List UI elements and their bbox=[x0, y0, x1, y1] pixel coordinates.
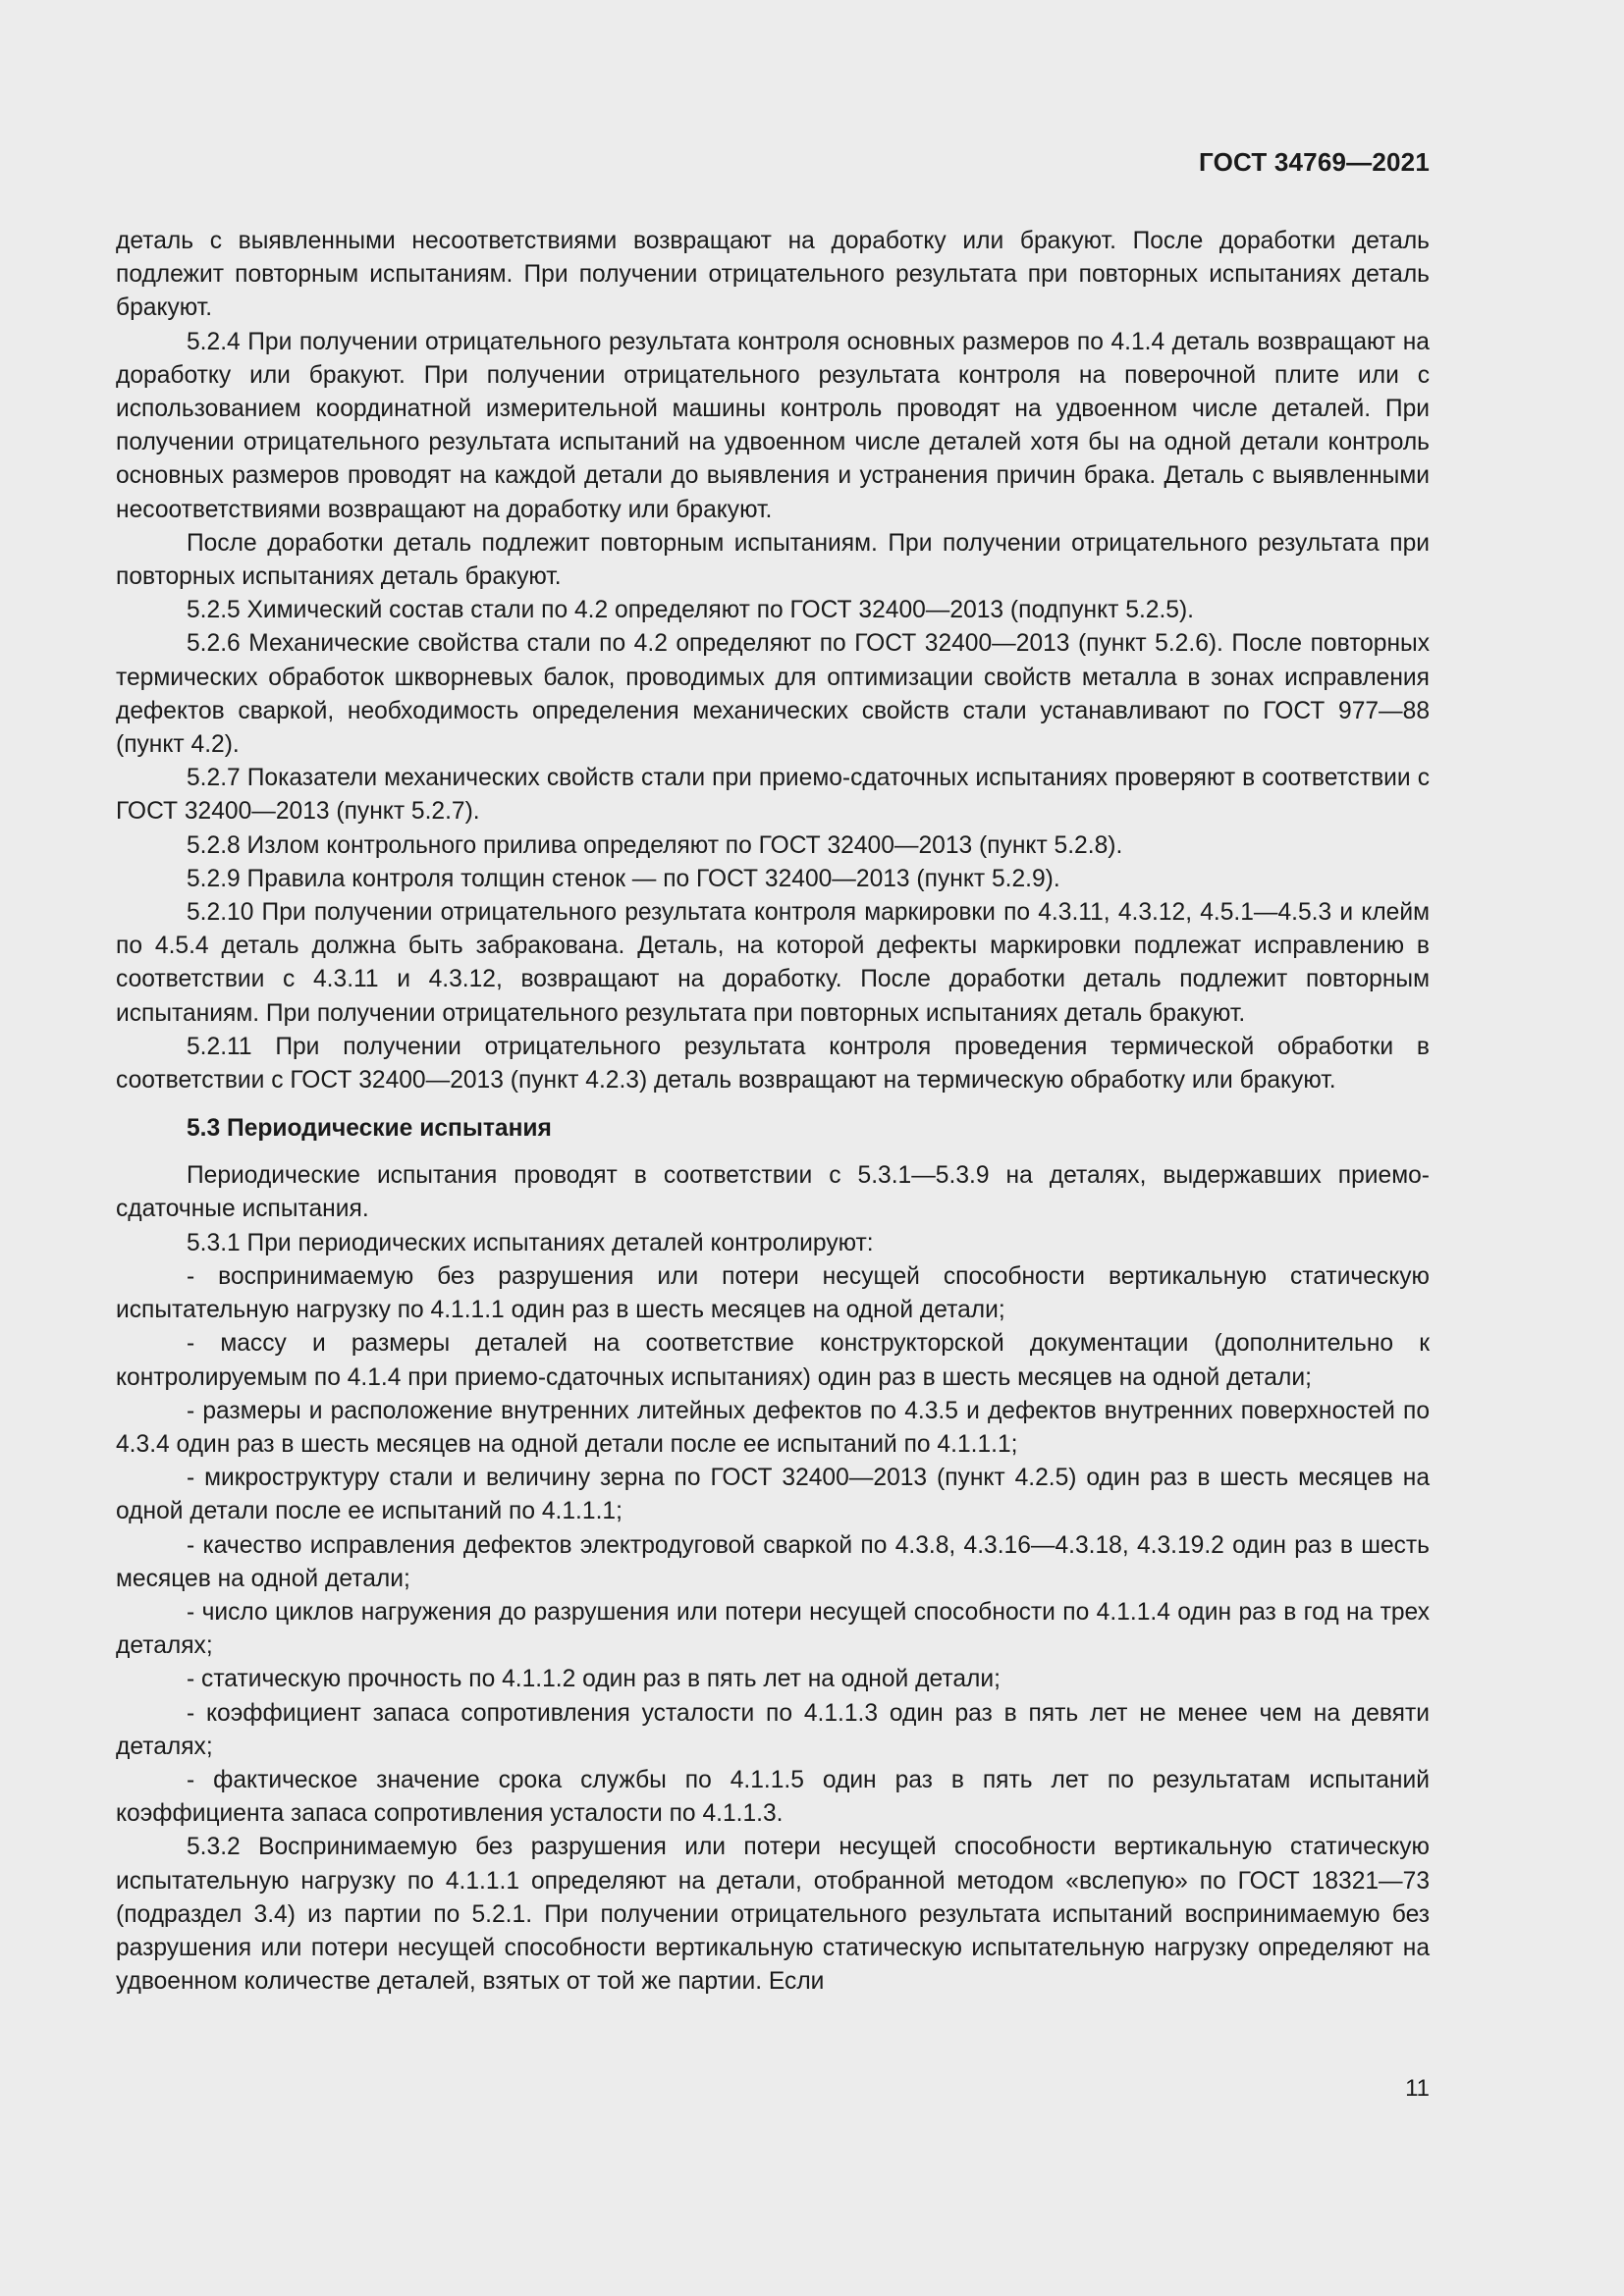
section-heading-5-3: 5.3 Периодические испытания bbox=[187, 1115, 552, 1143]
list-item: - качество исправления дефектов электродуговой сваркой по 4.3.8, 4.3.16—4.3.18, 4.3.19.2 один раз в шесть месяцев на одной детали; bbox=[116, 1531, 1430, 1592]
list-item: - воспринимаемую без разрушения или потери несущей способности вертикальную статическую испытательную нагрузку по 4.1.1.1 один раз в шесть месяцев на одной детали; bbox=[116, 1262, 1430, 1324]
paragraph-5-2-10: 5.2.10 При получении отрицательного результата контроля маркировки по 4.3.11, 4.3.12, 4.5.1—4.5.3 и клейм по 4.5.4 деталь должна быть забракована. Деталь, на которой дефекты маркировки подлежат исправлению в соответствии с 4.3.11 и 4.3.12, возвращают на доработку. После доработки деталь подлежит повторным испытаниям. При получении отрицательного результата при повторных испытаниях деталь бракуют. bbox=[116, 899, 1430, 1027]
paragraph-5-3-2: 5.3.2 Воспринимаемую без разрушения или потери несущей способности вертикальную статическую испытательную нагрузку по 4.1.1.1 определяют на детали, отобранной методом «вслепую» по ГОСТ 18321—73 (подраздел 3.4) из партии по 5.2.1. При получении отрицательного результата испытаний воспринимаемую без разрушения или потери несущей способности вертикальную статическую испытательную нагрузку определяют на удвоенном количестве деталей, взятых от той же партии. Если bbox=[116, 1834, 1430, 1996]
paragraph-periodic-intro: Периодические испытания проводят в соответствии с 5.3.1—5.3.9 на деталях, выдержавших приемо-сдаточные испытания. bbox=[116, 1162, 1430, 1223]
paragraph-5-2-7: 5.2.7 Показатели механических свойств стали при приемо-сдаточных испытаниях проверяют в соответствии с ГОСТ 32400—2013 (пункт 5.2.7). bbox=[116, 765, 1430, 826]
list-item: - статическую прочность по 4.1.1.2 один раз в пять лет на одной детали; bbox=[187, 1666, 1001, 1693]
document-id-header: ГОСТ 34769—2021 bbox=[1199, 147, 1430, 177]
paragraph-after-rework: После доработки деталь подлежит повторным испытаниям. При получении отрицательного результата при повторных испытаниях деталь бракуют. bbox=[116, 529, 1430, 591]
paragraph-continuation: деталь с выявленными несоответствиями возвращают на доработку или бракуют. После доработки деталь подлежит повторным испытаниям. При получении отрицательного результата при повторных испытаниях деталь бракуют. bbox=[116, 228, 1430, 322]
paragraph-5-2-8: 5.2.8 Излом контрольного прилива определяют по ГОСТ 32400—2013 (пункт 5.2.8). bbox=[187, 831, 1123, 859]
list-item: - массу и размеры деталей на соответствие конструкторской документации (дополнительно к контролируемым по 4.1.4 при приемо-сдаточных испытаниях) один раз в шесть месяцев на одной детали; bbox=[116, 1330, 1430, 1391]
document-body bbox=[116, 225, 1430, 1999]
paragraph-5-2-9: 5.2.9 Правила контроля толщин стенок — по ГОСТ 32400—2013 (пункт 5.2.9). bbox=[187, 865, 1060, 892]
paragraph-5-2-5: 5.2.5 Химический состав стали по 4.2 определяют по ГОСТ 32400—2013 (подпункт 5.2.5). bbox=[187, 597, 1194, 624]
list-item: - коэффициент запаса сопротивления усталости по 4.1.1.3 один раз в пять лет не менее чем на девяти деталях; bbox=[116, 1699, 1430, 1760]
paragraph-5-2-6: 5.2.6 Механические свойства стали по 4.2 определяют по ГОСТ 32400—2013 (пункт 5.2.6). После повторных термических обработок шкворневых балок, проводимых для оптимизации свойств металла в зонах исправления дефектов сваркой, необходимость определения механических свойств стали устанавливают по ГОСТ 977—88 (пункт 4.2). bbox=[116, 630, 1430, 759]
paragraph-5-2-11: 5.2.11 При получении отрицательного результата контроля проведения термической обработки в соответствии с ГОСТ 32400—2013 (пункт 4.2.3) деталь возвращают на термическую обработку или бракуют. bbox=[116, 1033, 1430, 1095]
page-number: 11 bbox=[1405, 2075, 1430, 2102]
list-item: - число циклов нагружения до разрушения или потери несущей способности по 4.1.1.4 один раз в год на трех деталях; bbox=[116, 1598, 1430, 1660]
list-item: - микроструктуру стали и величину зерна по ГОСТ 32400—2013 (пункт 4.2.5) один раз в шесть месяцев на одной детали после ее испытаний по 4.1.1.1; bbox=[116, 1465, 1430, 1525]
list-item: - размеры и расположение внутренних литейных дефектов по 4.3.5 и дефектов внутренних поверхностей по 4.3.4 один раз в шесть месяцев на одной детали после ее испытаний по 4.1.1.1; bbox=[116, 1397, 1430, 1458]
list-item: - фактическое значение срока службы по 4.1.1.5 один раз в пять лет по результатам испытаний коэффициента запаса сопротивления усталости по 4.1.1.3. bbox=[116, 1766, 1430, 1828]
paragraph-5-3-1: 5.3.1 При периодических испытаниях деталей контролируют: bbox=[187, 1229, 874, 1256]
paragraph-5-2-4: 5.2.4 При получении отрицательного результата контроля основных размеров по 4.1.4 деталь возвращают на доработку или бракуют. При получении отрицательного результата контроля на поверочной плите или с использованием координатной измерительной машины контроль проводят на удвоенном числе деталей. При получении отрицательного результата испытаний на удвоенном числе деталей хотя бы на одной детали контроль основных размеров проводят на каждой детали до выявления и устранения причин брака. Деталь с выявленными несоответствиями возвращают на доработку или бракуют. bbox=[116, 328, 1430, 523]
